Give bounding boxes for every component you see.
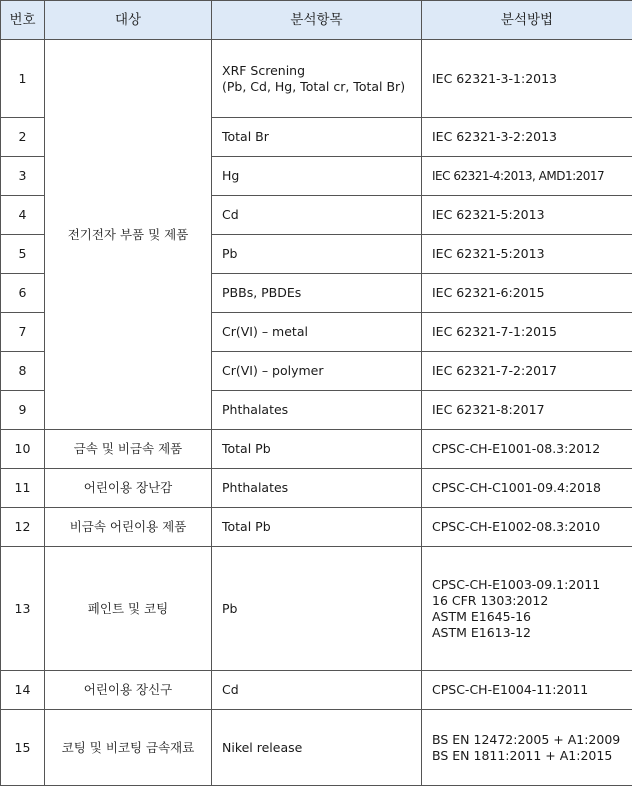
table-row xyxy=(1,430,632,469)
row-analysis-method: IEC 62321-5:2013 xyxy=(422,196,632,235)
row-number: 8 xyxy=(1,352,45,391)
row-target: 금속 및 비금속 제품 xyxy=(45,430,212,469)
row-number: 10 xyxy=(1,430,45,469)
row-analysis-item: Pb xyxy=(212,235,422,274)
row-number: 2 xyxy=(1,118,45,157)
row-analysis-item: Pb xyxy=(212,547,422,671)
row-target: 어린이용 장신구 xyxy=(45,671,212,710)
row-number: 3 xyxy=(1,157,45,196)
row-number: 9 xyxy=(1,391,45,430)
header-row xyxy=(1,1,632,40)
row-analysis-item: Cr(VI) – polymer xyxy=(212,352,422,391)
row-target: 페인트 및 코팅 xyxy=(45,547,212,671)
row-analysis-method: IEC 62321-3-1:2013 xyxy=(422,40,632,118)
row-analysis-method: IEC 62321-7-1:2015 xyxy=(422,313,632,352)
row-target: 코팅 및 비코팅 금속재료 xyxy=(45,710,212,786)
table-row xyxy=(1,671,632,710)
row-analysis-item: Phthalates xyxy=(212,469,422,508)
row-analysis-method: CPSC-CH-C1001-09.4:2018 xyxy=(422,469,632,508)
row-number: 13 xyxy=(1,547,45,671)
row-number: 15 xyxy=(1,710,45,786)
row-target: 어린이용 장난감 xyxy=(45,469,212,508)
table-row xyxy=(1,547,632,671)
row-analysis-method: BS EN 12472:2005 + A1:2009 BS EN 1811:2011 + A1:2015 xyxy=(422,710,632,786)
row-analysis-item: Phthalates xyxy=(212,391,422,430)
row-analysis-item: PBBs, PBDEs xyxy=(212,274,422,313)
header-number: 번호 xyxy=(1,1,45,40)
row-analysis-method: IEC 62321-5:2013 xyxy=(422,235,632,274)
row-analysis-method: IEC 62321-8:2017 xyxy=(422,391,632,430)
row-analysis-method: IEC 62321-4:2013, AMD1:2017 xyxy=(422,157,632,196)
header-target: 대상 xyxy=(45,1,212,40)
row-analysis-method: CPSC-CH-E1002-08.3:2010 xyxy=(422,508,632,547)
row-analysis-method: CPSC-CH-E1004-11:2011 xyxy=(422,671,632,710)
row-number: 11 xyxy=(1,469,45,508)
row-analysis-item: Cd xyxy=(212,196,422,235)
header-analysis-method: 분석방법 xyxy=(422,1,632,40)
row-analysis-item: Cr(VI) – metal xyxy=(212,313,422,352)
row-analysis-method: IEC 62321-3-2:2013 xyxy=(422,118,632,157)
table-row xyxy=(1,469,632,508)
table-row xyxy=(1,40,632,118)
row-analysis-method: IEC 62321-7-2:2017 xyxy=(422,352,632,391)
row-analysis-method: IEC 62321-6:2015 xyxy=(422,274,632,313)
row-analysis-method: CPSC-CH-E1001-08.3:2012 xyxy=(422,430,632,469)
row-analysis-item: Total Br xyxy=(212,118,422,157)
row-number: 14 xyxy=(1,671,45,710)
row-analysis-item: Cd xyxy=(212,671,422,710)
row-analysis-item: Total Pb xyxy=(212,430,422,469)
row-analysis-item: Hg xyxy=(212,157,422,196)
row-target: 비금속 어린이용 제품 xyxy=(45,508,212,547)
row-number: 5 xyxy=(1,235,45,274)
row-analysis-method: CPSC-CH-E1003-09.1:2011 16 CFR 1303:2012 ASTM E1645-16 ASTM E1613-12 xyxy=(422,547,632,671)
row-number: 1 xyxy=(1,40,45,118)
table-row xyxy=(1,710,632,786)
row-number: 12 xyxy=(1,508,45,547)
header-analysis-item: 분석항목 xyxy=(212,1,422,40)
row-number: 7 xyxy=(1,313,45,352)
row-analysis-item: Nikel release xyxy=(212,710,422,786)
row-target: 전기전자 부품 및 제품 xyxy=(45,40,212,430)
row-analysis-item: Total Pb xyxy=(212,508,422,547)
row-analysis-item: XRF Screning (Pb, Cd, Hg, Total cr, Total Br) xyxy=(212,40,422,118)
table-row xyxy=(1,508,632,547)
row-number: 4 xyxy=(1,196,45,235)
row-number: 6 xyxy=(1,274,45,313)
